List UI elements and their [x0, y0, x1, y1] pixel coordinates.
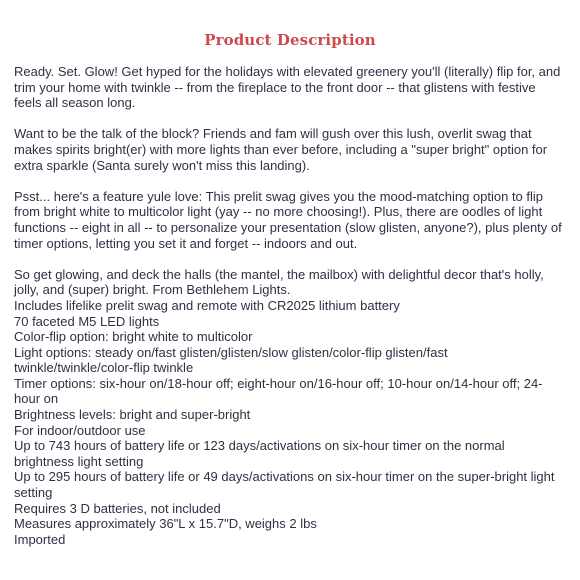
description-paragraph: Psst... here's a feature yule love: This prelit swag gives you the mood-matching option to flip from bright white to multicolor light (yay -- no more choosing!). Plus, there are oodles of light functions -- eight in all -- to personalize your presentation (slow glisten, anyone?), plus plenty of timer options, letting you set it and forget -- indoors and out.	[14, 188, 562, 251]
description-paragraph: Want to be the talk of the block? Friends and fam will gush over this lush, overlit swag that makes spirits bright(er) with more lights than ever before, including a "super bright" option for extra sparkle (Santa surely won't miss this landing).	[14, 126, 548, 173]
feature-list	[14, 298, 566, 548]
description-paragraph: Ready. Set. Glow! Get hyped for the holidays with elevated greenery you'll (literally) flip for, and trim your home with twinkle -- from the fireplace to the front door -- that glistens with festive feels all season long.	[14, 64, 561, 111]
feature-item: Up to 295 hours of battery life or 49 days/activations on six-hour timer on the super-bright light setting	[14, 469, 555, 501]
page-title: Product Description	[204, 31, 376, 49]
feature-item: Brightness levels: bright and super-bright	[14, 407, 251, 423]
feature-item: Requires 3 D batteries, not included	[14, 500, 221, 516]
feature-item: Timer options: six-hour on/18-hour off; eight-hour on/16-hour off; 10-hour on/14-hour off; 24-hour on	[14, 375, 543, 407]
feature-item: Imported	[14, 531, 66, 547]
feature-item: Measures approximately 36"L x 15.7"D, weighs 2 lbs	[14, 516, 317, 532]
feature-item: Light options: steady on/fast glisten/glisten/slow glisten/color-flip glisten/fast twinkle/twinkle/color-flip twinkle	[14, 344, 448, 376]
description-paragraph: So get glowing, and deck the halls (the mantel, the mailbox) with delightful decor that's holly, jolly, and (super) bright. From Bethlehem Lights.	[14, 266, 544, 298]
feature-item: Includes lifelike prelit swag and remote with CR2025 lithium battery	[14, 297, 400, 313]
feature-item: Color-flip option: bright white to multicolor	[14, 329, 253, 345]
feature-item: Up to 743 hours of battery life or 123 days/activations on six-hour timer on the normal brightness light setting	[14, 438, 505, 469]
description-content	[14, 64, 566, 547]
feature-item: 70 faceted M5 LED lights	[14, 313, 160, 329]
feature-item: For indoor/outdoor use	[14, 422, 146, 438]
